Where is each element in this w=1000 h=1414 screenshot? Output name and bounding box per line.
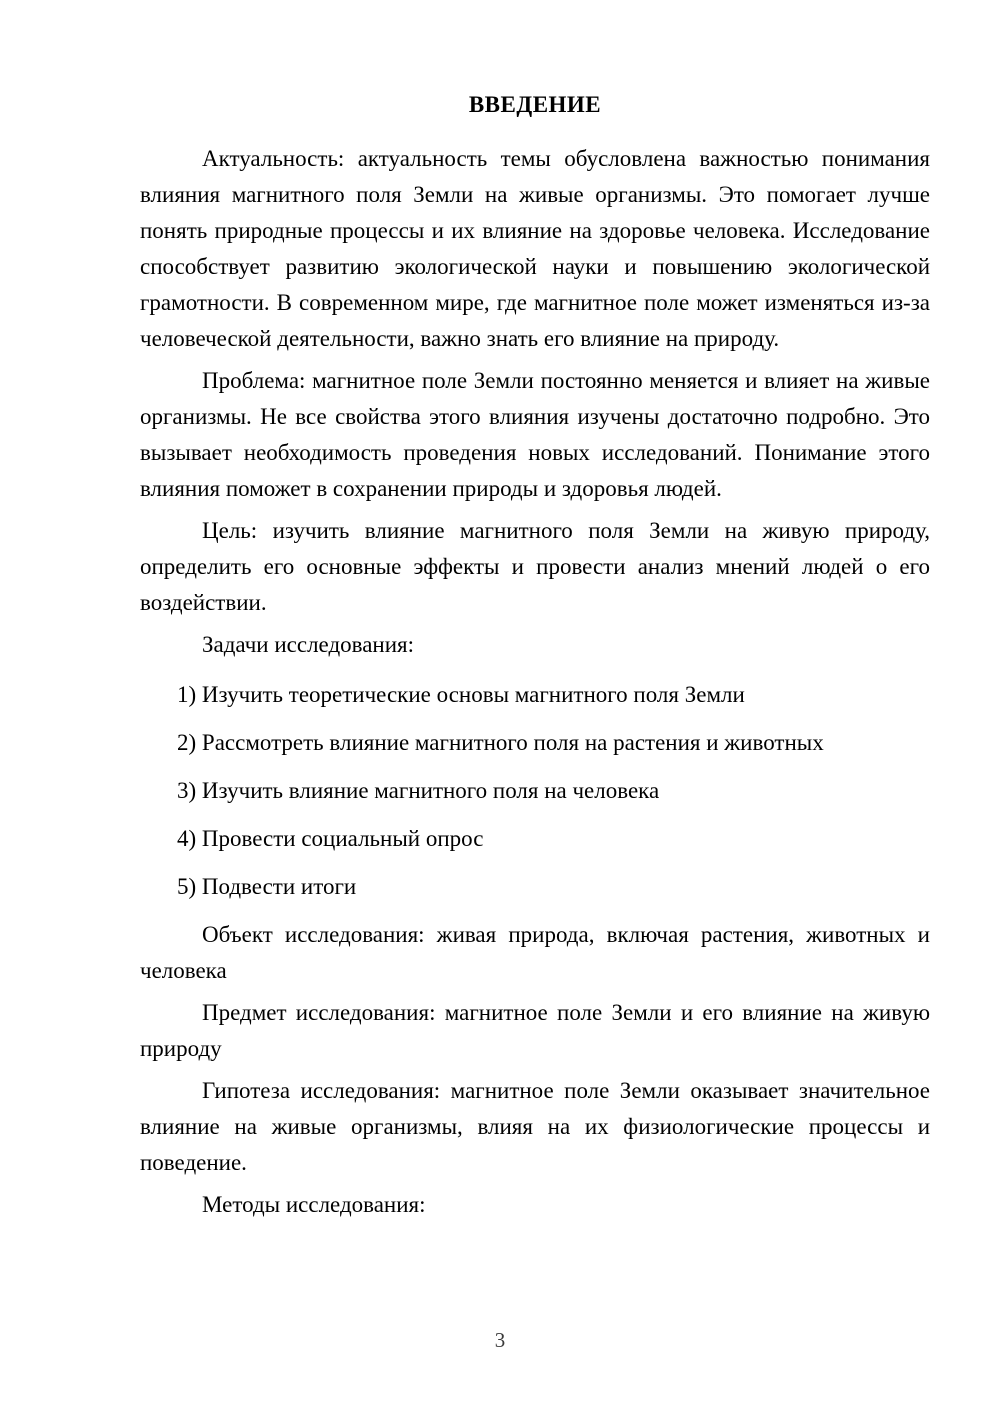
page-number: 3 <box>494 1328 506 1352</box>
list-item: 2) Рассмотреть влияние магнитного поля на растения и животных <box>177 729 824 755</box>
list-item: 5) Подвести итоги <box>177 873 357 899</box>
page-title: ВВЕДЕНИЕ <box>468 92 602 117</box>
tasks-list <box>140 677 930 905</box>
methods-heading: Методы исследования: <box>202 1191 426 1217</box>
list-item: 1) Изучить теоретические основы магнитного поля Земли <box>177 681 745 707</box>
list-item: 4) Провести социальный опрос <box>177 825 484 851</box>
paragraph-goal: Цель: изучить влияние магнитного поля Земли на живую природу, определить его основные эффекты и провести анализ мнений людей о его воздействии. <box>140 517 930 615</box>
paragraph-problem: Проблема: магнитное поле Земли постоянно меняется и влияет на живые организмы. Не все свойства этого влияния изучены достаточно подробно. Это вызывает необходимость проведения новых исследований. Понимание этого влияния поможет в сохранении природы и здоровья людей. <box>140 367 930 501</box>
paragraph-relevance: Актуальность: актуальность темы обусловлена важностью понимания влияния магнитного поля Земли на живые организмы. Это помогает лучше понять природные процессы и их влияние на здоровье человека. Исследование способствует развитию экологической науки и повышению экологической грамотности. В современном мире, где магнитное поле может изменяться из-за человеческой деятельности, важно знать его влияние на природу. <box>140 145 930 351</box>
paragraph-object: Объект исследования: живая природа, включая растения, животных и человека <box>140 921 930 983</box>
list-item: 3) Изучить влияние магнитного поля на человека <box>177 777 660 803</box>
paragraph-hypothesis: Гипотеза исследования: магнитное поле Земли оказывает значительное влияние на живые организмы, влияя на их физиологические процессы и поведение. <box>140 1077 930 1175</box>
tasks-heading: Задачи исследования: <box>202 631 415 657</box>
paragraph-subject: Предмет исследования: магнитное поле Земли и его влияние на живую природу <box>140 999 930 1061</box>
document-body <box>140 88 930 1229</box>
